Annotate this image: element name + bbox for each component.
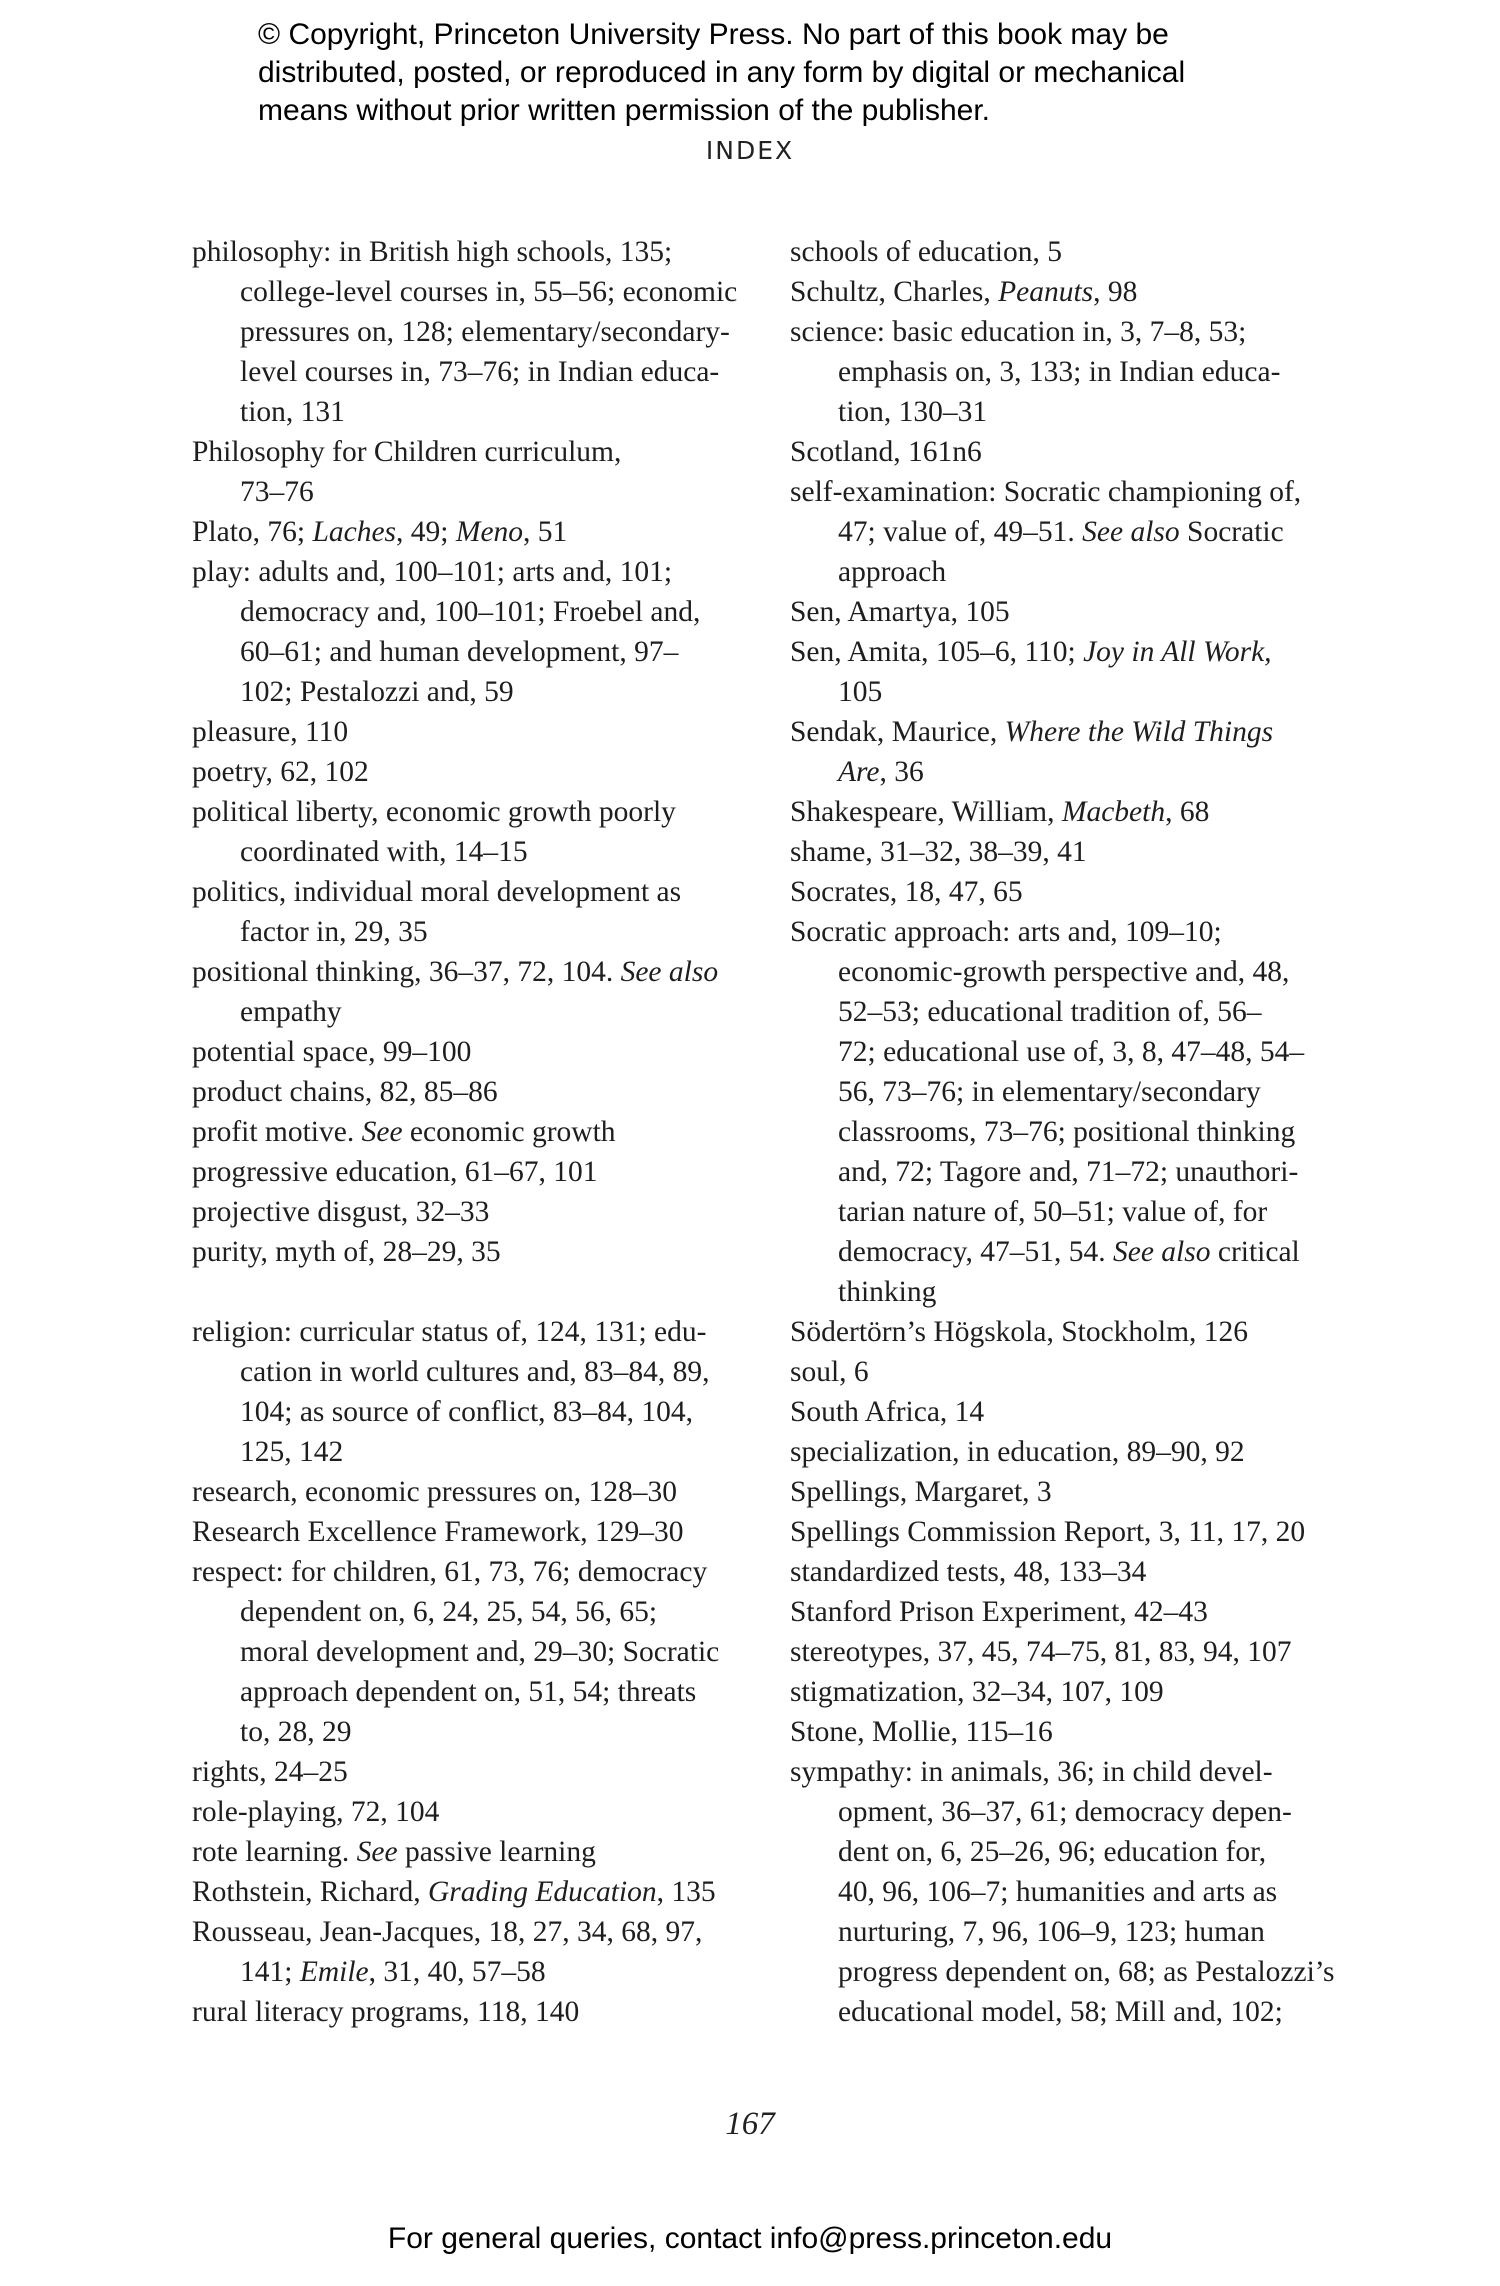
index-entry <box>192 1472 772 1512</box>
entry-text: Södertörn’s Högskola, Stockholm, 126 <box>790 1316 1249 1348</box>
index-entry <box>192 1792 772 1832</box>
entry-text: Sendak, Maurice, <box>790 716 1005 748</box>
index-entry-continuation <box>192 1952 772 1992</box>
index-entry <box>192 1872 772 1912</box>
index-entry-continuation <box>192 1432 772 1472</box>
index-entry-line <box>790 1752 1390 1792</box>
index-entry <box>790 592 1390 632</box>
index-entry-line <box>790 912 1390 952</box>
index-entry-continuation <box>192 472 772 512</box>
entry-text: rural literacy programs, 118, 140 <box>192 1996 580 2028</box>
index-entry <box>790 1672 1390 1712</box>
index-column-right <box>790 232 1390 2032</box>
index-entry <box>192 1312 772 1472</box>
index-entry <box>790 1712 1390 1752</box>
index-entry-line <box>790 432 1390 472</box>
index-entry <box>790 1592 1390 1632</box>
entry-text: potential space, 99–100 <box>192 1036 472 1068</box>
index-entry <box>192 1552 772 1752</box>
entry-text: tion, 130–31 <box>838 396 988 428</box>
entry-text: progress dependent on, 68; as Pestalozzi’s <box>838 1956 1335 1988</box>
index-entry <box>192 512 772 552</box>
index-entry-continuation <box>192 272 772 312</box>
index-entry-continuation <box>192 992 772 1032</box>
index-entry-continuation <box>192 392 772 432</box>
index-entry <box>790 912 1390 1312</box>
index-entry <box>192 1912 772 1992</box>
entry-text: product chains, 82, 85–86 <box>192 1076 498 1108</box>
entry-text: level courses in, 73–76; in Indian educa- <box>240 356 720 388</box>
entry-text: empathy <box>240 996 342 1028</box>
entry-text: political liberty, economic growth poorly <box>192 796 676 828</box>
index-entry <box>192 432 772 512</box>
index-entry <box>790 1752 1390 2032</box>
entry-text: 56, 73–76; in elementary/secondary <box>838 1076 1261 1108</box>
entry-text: approach dependent on, 51, 54; threats <box>240 1676 697 1708</box>
index-entry-line <box>192 432 772 472</box>
index-entry-continuation <box>790 992 1390 1032</box>
entry-text: soul, 6 <box>790 1356 869 1388</box>
entry-text: democracy, 47–51, 54. <box>838 1236 1113 1268</box>
entry-text: rights, 24–25 <box>192 1756 348 1788</box>
footer-contact: For general queries, contact info@press.princeton.edu <box>387 2222 1113 2255</box>
index-entry-continuation <box>192 312 772 352</box>
index-entry <box>790 712 1390 792</box>
index-entry-line <box>192 1152 772 1192</box>
index-entry-line <box>790 1472 1390 1512</box>
italic-title: See also <box>1082 516 1180 548</box>
entry-text: 125, 142 <box>240 1436 344 1468</box>
index-entry <box>192 1192 772 1232</box>
index-entry-line <box>192 1792 772 1832</box>
entry-text: Scotland, 161n6 <box>790 436 982 468</box>
italic-title: See <box>356 1836 398 1868</box>
entry-text: philosophy: in British high schools, 135; <box>192 236 673 268</box>
index-entry-line <box>790 1432 1390 1472</box>
index-entry-line <box>192 1472 772 1512</box>
entry-text: nurturing, 7, 96, 106–9, 123; human <box>838 1916 1265 1948</box>
italic-title: Are <box>838 756 880 788</box>
entry-text: thinking <box>838 1276 937 1308</box>
index-entry-continuation <box>192 1632 772 1672</box>
index-entry <box>790 872 1390 912</box>
index-entry <box>790 792 1390 832</box>
index-entry <box>790 472 1390 592</box>
entry-text: tion, 131 <box>240 396 345 428</box>
index-entry <box>790 432 1390 472</box>
italic-title: Macbeth <box>1061 796 1166 828</box>
index-entry-continuation <box>192 1352 772 1392</box>
index-entry-line <box>192 1552 772 1592</box>
entry-text: critical <box>1210 1236 1300 1268</box>
index-entry-line <box>192 1992 772 2032</box>
index-entry-continuation <box>192 592 772 632</box>
index-entry-continuation <box>790 1032 1390 1072</box>
entry-text: research, economic pressures on, 128–30 <box>192 1476 677 1508</box>
italic-title: Emile <box>299 1956 369 1988</box>
index-entry <box>790 272 1390 312</box>
index-entry-line <box>192 232 772 272</box>
copyright-notice <box>258 16 1418 130</box>
index-entry-line <box>192 792 772 832</box>
entry-text: Socratic approach: arts and, 109–10; <box>790 916 1222 948</box>
index-entry <box>192 232 772 432</box>
index-entry-continuation <box>192 912 772 952</box>
index-entry-continuation <box>192 1712 772 1752</box>
entry-text: opment, 36–37, 61; democracy depen- <box>838 1796 1292 1828</box>
copyright-line: © Copyright, Princeton University Press. No part of this book may be <box>258 18 1169 51</box>
entry-text: Socrates, 18, 47, 65 <box>790 876 1023 908</box>
entry-text: sympathy: in animals, 36; in child devel- <box>790 1756 1273 1788</box>
italic-title: Joy in All Work, <box>1083 636 1272 668</box>
index-entry-line <box>192 872 772 912</box>
index-entry-continuation <box>790 672 1390 712</box>
index-entry-continuation <box>192 1392 772 1432</box>
entry-text: Stanford Prison Experiment, 42–43 <box>790 1596 1208 1628</box>
entry-text: economic-growth perspective and, 48, <box>838 956 1290 988</box>
index-entry-line <box>790 872 1390 912</box>
entry-text: Spellings Commission Report, 3, 11, 17, 20 <box>790 1516 1306 1548</box>
index-entry-continuation <box>790 1152 1390 1192</box>
index-entry <box>192 1832 772 1872</box>
index-entry-line <box>192 1752 772 1792</box>
entry-text: factor in, 29, 35 <box>240 916 428 948</box>
index-entry-line <box>790 592 1390 632</box>
index-entry <box>192 872 772 952</box>
entry-text: passive learning <box>397 1836 596 1868</box>
entry-text: , 68 <box>1165 796 1210 828</box>
index-entry-continuation <box>790 1112 1390 1152</box>
index-entry-line <box>192 1192 772 1232</box>
index-entry-line <box>790 232 1390 272</box>
entry-text: Shakespeare, William, <box>790 796 1062 828</box>
index-entry-line <box>192 1832 772 1872</box>
index-column-left <box>192 232 772 2032</box>
entry-text: Spellings, Margaret, 3 <box>790 1476 1052 1508</box>
index-entry-line <box>192 712 772 752</box>
index-entry-line <box>192 1112 772 1152</box>
entry-text: Rothstein, Richard, <box>192 1876 428 1908</box>
index-entry-line <box>192 512 772 552</box>
index-entry-line <box>192 1032 772 1072</box>
index-entry <box>790 1392 1390 1432</box>
index-entry-line <box>790 1392 1390 1432</box>
entry-text: , 49; <box>396 516 456 548</box>
entry-text: shame, 31–32, 38–39, 41 <box>790 836 1087 868</box>
index-entry-continuation <box>192 632 772 672</box>
index-entry-continuation <box>790 1232 1390 1272</box>
index-entry <box>192 1512 772 1552</box>
entry-text: Schultz, Charles, <box>790 276 999 308</box>
copyright-line: distributed, posted, or reproduced in any form by digital or mechanical <box>258 56 1186 89</box>
index-entry <box>192 1232 772 1272</box>
index-entry-line <box>790 1672 1390 1712</box>
index-entry-continuation <box>192 672 772 712</box>
index-entry-continuation <box>790 1872 1390 1912</box>
index-entry-line <box>790 312 1390 352</box>
index-entry <box>790 1352 1390 1392</box>
entry-text: progressive education, 61–67, 101 <box>192 1156 598 1188</box>
index-entry-line <box>790 1632 1390 1672</box>
index-entry-continuation <box>790 1912 1390 1952</box>
index-entry <box>192 1152 772 1192</box>
entry-text: cation in world cultures and, 83–84, 89, <box>240 1356 710 1388</box>
index-entry-line <box>790 1312 1390 1352</box>
entry-text: stigmatization, 32–34, 107, 109 <box>790 1676 1164 1708</box>
index-entry-line <box>790 1592 1390 1632</box>
entry-text: purity, myth of, 28–29, 35 <box>192 1236 501 1268</box>
italic-title: Where the Wild Things <box>1004 716 1274 748</box>
italic-title: Meno <box>455 516 524 548</box>
index-entry <box>192 792 772 872</box>
entry-text: , 98 <box>1093 276 1138 308</box>
entry-text: and, 72; Tagore and, 71–72; unauthori- <box>838 1156 1299 1188</box>
entry-text: 105 <box>838 676 883 708</box>
entry-text: 104; as source of conflict, 83–84, 104, <box>240 1396 694 1428</box>
entry-text: tarian nature of, 50–51; value of, for <box>838 1196 1268 1228</box>
entry-text: 60–61; and human development, 97– <box>240 636 679 668</box>
index-entry-continuation <box>790 352 1390 392</box>
entry-text: role-playing, 72, 104 <box>192 1796 440 1828</box>
entry-text: poetry, 62, 102 <box>192 756 369 788</box>
entry-text: specialization, in education, 89–90, 92 <box>790 1436 1245 1468</box>
entry-text: South Africa, 14 <box>790 1396 985 1428</box>
index-entry-continuation <box>790 392 1390 432</box>
entry-text: dependent on, 6, 24, 25, 54, 56, 65; <box>240 1596 658 1628</box>
entry-text: educational model, 58; Mill and, 102; <box>838 1996 1283 2028</box>
entry-text: positional thinking, 36–37, 72, 104. <box>192 956 621 988</box>
entry-text: Socratic <box>1179 516 1284 548</box>
index-entry-line <box>790 1712 1390 1752</box>
index-entry <box>192 952 772 1032</box>
italic-title: Grading Education <box>427 1876 657 1908</box>
entry-text: to, 28, 29 <box>240 1716 352 1748</box>
index-entry-line <box>192 1232 772 1272</box>
index-entry-line <box>790 712 1390 752</box>
entry-text: 73–76 <box>240 476 314 508</box>
entry-text: play: adults and, 100–101; arts and, 101; <box>192 556 673 588</box>
index-entry-continuation <box>790 1192 1390 1232</box>
index-entry-continuation <box>790 1832 1390 1872</box>
index-entry-continuation <box>192 1592 772 1632</box>
index-entry-line <box>192 1872 772 1912</box>
entry-text: , 51 <box>523 516 568 548</box>
index-entry <box>192 752 772 792</box>
entry-text: schools of education, 5 <box>790 236 1062 268</box>
page-number: 167 <box>725 2106 775 2142</box>
index-entry-line <box>192 1312 772 1352</box>
index-entry-continuation <box>192 1672 772 1712</box>
entry-text: Rousseau, Jean-Jacques, 18, 27, 34, 68, 97, <box>192 1916 703 1948</box>
index-entry <box>192 1992 772 2032</box>
index-entry <box>192 1072 772 1112</box>
entry-text: 47; value of, 49–51. <box>838 516 1083 548</box>
entry-text: 52–53; educational tradition of, 56– <box>838 996 1262 1028</box>
index-entry-continuation <box>790 752 1390 792</box>
index-entry-continuation <box>790 1792 1390 1832</box>
entry-text: 40, 96, 106–7; humanities and arts as <box>838 1876 1278 1908</box>
index-entry <box>790 832 1390 872</box>
index-entry <box>192 712 772 752</box>
entry-text: pressures on, 128; elementary/secondary- <box>240 316 730 348</box>
index-entry <box>790 312 1390 432</box>
index-entry <box>790 1312 1390 1352</box>
index-entry-line <box>790 792 1390 832</box>
entry-text: standardized tests, 48, 133–34 <box>790 1556 1147 1588</box>
entry-text: moral development and, 29–30; Socratic <box>240 1636 720 1668</box>
index-entry-line <box>192 1912 772 1952</box>
entry-text: 141; <box>240 1956 300 1988</box>
entry-text: 72; educational use of, 3, 8, 47–48, 54– <box>838 1036 1305 1068</box>
index-entry-continuation <box>192 352 772 392</box>
index-entry-line <box>192 752 772 792</box>
index-entry-continuation <box>790 512 1390 552</box>
index-entry-line <box>790 832 1390 872</box>
entry-text: pleasure, 110 <box>192 716 349 748</box>
entry-text: rote learning. <box>192 1836 357 1868</box>
entry-text: religion: curricular status of, 124, 131; edu- <box>192 1316 707 1348</box>
entry-text: Stone, Mollie, 115–16 <box>790 1716 1053 1748</box>
index-entry-line <box>790 272 1390 312</box>
index-entry <box>790 1512 1390 1552</box>
index-entry-line <box>192 1512 772 1552</box>
index-entry-line <box>790 1512 1390 1552</box>
index-entry-line <box>790 1352 1390 1392</box>
entry-text: college-level courses in, 55–56; economic <box>240 276 738 308</box>
index-entry <box>192 552 772 712</box>
entry-text: projective disgust, 32–33 <box>192 1196 490 1228</box>
entry-text: 102; Pestalozzi and, 59 <box>240 676 514 708</box>
index-entry <box>192 1752 772 1792</box>
index-entry <box>790 232 1390 272</box>
index-entry-continuation <box>790 1072 1390 1112</box>
index-entry-line <box>790 472 1390 512</box>
copyright-line: means without prior written permission of the publisher. <box>258 94 991 127</box>
index-entry-continuation <box>192 832 772 872</box>
index-entry-continuation <box>790 1992 1390 2032</box>
index-entry-continuation <box>790 1952 1390 1992</box>
index-entry-line <box>192 952 772 992</box>
entry-text: , 31, 40, 57–58 <box>368 1956 546 1988</box>
entry-text: approach <box>838 556 947 588</box>
entry-text: dent on, 6, 25–26, 96; education for, <box>838 1836 1267 1868</box>
entry-text: profit motive. <box>192 1116 362 1148</box>
index-entry <box>192 1112 772 1152</box>
index-entry <box>790 1552 1390 1592</box>
entry-text: economic growth <box>402 1116 616 1148</box>
index-entry <box>790 632 1390 712</box>
entry-text: respect: for children, 61, 73, 76; democracy <box>192 1556 708 1588</box>
entry-text: stereotypes, 37, 45, 74–75, 81, 83, 94, 107 <box>790 1636 1292 1668</box>
italic-title: See <box>361 1116 403 1148</box>
index-entry <box>790 1472 1390 1512</box>
italic-title: See also <box>1112 1236 1211 1268</box>
italic-title: Peanuts <box>998 276 1094 308</box>
entry-text: Research Excellence Framework, 129–30 <box>192 1516 684 1548</box>
entry-text: Sen, Amita, 105–6, 110; <box>790 636 1084 668</box>
index-entry <box>790 1632 1390 1672</box>
index-entry-line <box>790 632 1390 672</box>
entry-text: , 135 <box>656 1876 716 1908</box>
entry-text: Sen, Amartya, 105 <box>790 596 1010 628</box>
index-entry-line <box>790 1552 1390 1592</box>
entry-text: emphasis on, 3, 133; in Indian educa- <box>838 356 1281 388</box>
entry-text: classrooms, 73–76; positional thinking <box>838 1116 1296 1148</box>
entry-text: Plato, 76; <box>192 516 313 548</box>
italic-title: See also <box>620 956 719 988</box>
index-entry <box>790 1432 1390 1472</box>
entry-text: Philosophy for Children curriculum, <box>192 436 622 468</box>
index-entry-continuation <box>790 552 1390 592</box>
entry-text: coordinated with, 14–15 <box>240 836 528 868</box>
index-entry-continuation <box>790 1272 1390 1312</box>
entry-text: , 36 <box>879 756 924 788</box>
running-head: INDEX <box>705 136 795 165</box>
entry-text: self-examination: Socratic championing of, <box>790 476 1302 508</box>
italic-title: Laches <box>312 516 397 548</box>
index-entry <box>192 1032 772 1072</box>
entry-text: democracy and, 100–101; Froebel and, <box>240 596 701 628</box>
index-entry-line <box>192 1072 772 1112</box>
entry-text: science: basic education in, 3, 7–8, 53; <box>790 316 1247 348</box>
entry-text: politics, individual moral development as <box>192 876 682 908</box>
index-entry-line <box>192 552 772 592</box>
index-entry-continuation <box>790 952 1390 992</box>
